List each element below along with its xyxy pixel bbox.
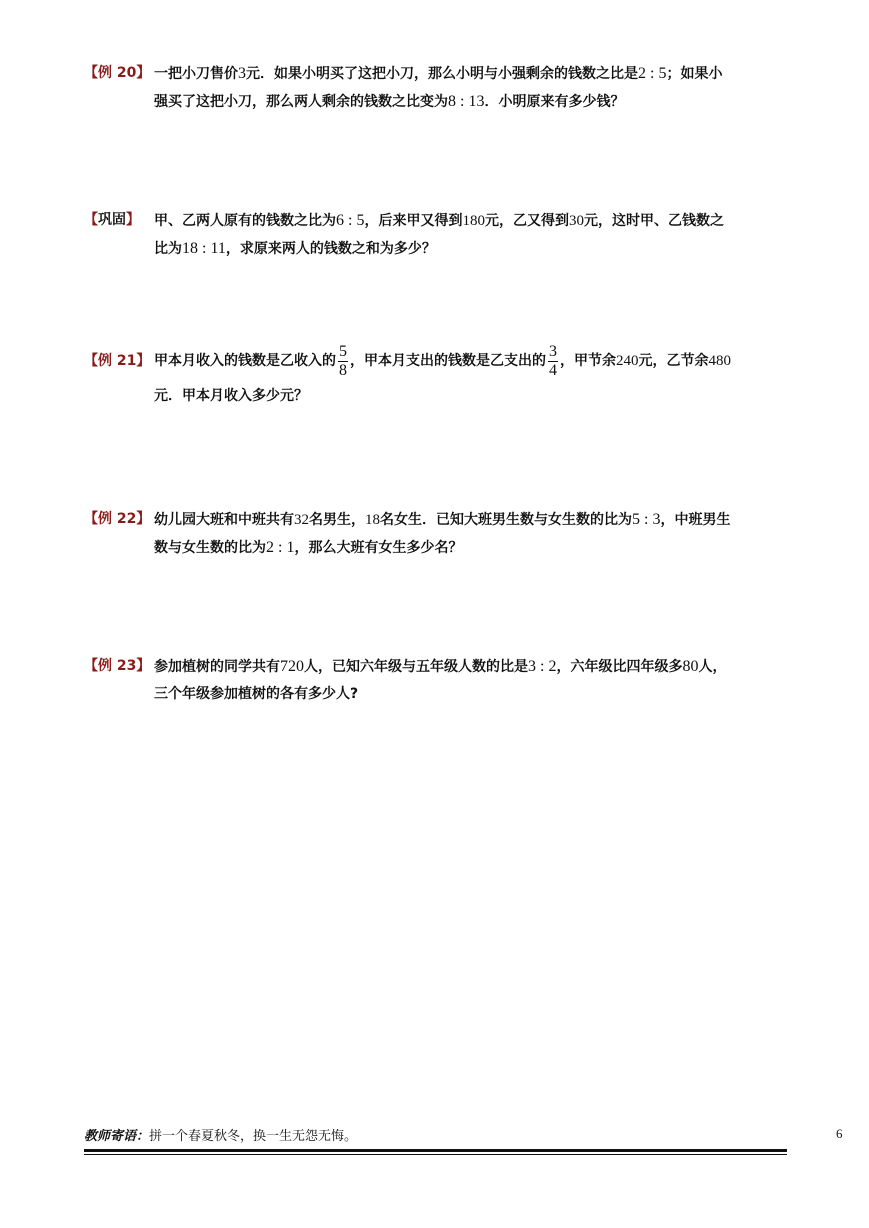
problem-example-23	[84, 653, 790, 708]
footer-rule-thin	[84, 1154, 787, 1155]
page-number: 6	[836, 1126, 843, 1141]
problem-text: 甲、乙两人原有的钱数之比为6 : 5，后来甲又得到180元，乙又得到30元，这时甲、乙钱数之 比为18 : 11，求原来两人的钱数之和为多少？	[154, 212, 724, 257]
problem-tag: 【例 21】	[84, 353, 151, 369]
fraction-five-eighths: $\frac{5}{8}$	[339, 342, 347, 379]
problem-text: 幼儿园大班和中班共有32名男生，18名女生．已知大班男生数与女生数的比为5 : 3，中班男生 数与女生数的比为2 : 1，那么大班有女生多少名？	[154, 511, 731, 556]
problem-text: 参加植树的同学共有720人，已知六年级与五年级人数的比是3 : 2，六年级比四年级多80人， 三个年级参加植树的各有多少人?	[154, 658, 727, 702]
footer-rule-thick	[84, 1149, 787, 1152]
footer-label: 教师寄语：拼一个春夏秋冬，换一生无怨无悔。	[84, 1129, 358, 1144]
problem-example-20	[84, 60, 790, 116]
problem-text: 一把小刀售价3元．如果小明买了这把小刀，那么小明与小强剩余的钱数之比是2 : 5；如果小 强买了这把小刀，那么两人剩余的钱数之比变为8 : 13．小明原来有多少钱？	[154, 65, 723, 110]
problem-tag: 【巩固】	[84, 212, 140, 228]
problem-example-21	[84, 339, 790, 410]
problem-tag: 【例 22】	[84, 511, 151, 527]
problem-tag: 【例 20】	[84, 65, 151, 81]
page-footer	[84, 1125, 787, 1155]
footer-motto: 拼一个春夏秋冬，换一生无怨无悔。	[149, 1129, 358, 1144]
problem-tag: 【例 23】	[84, 658, 151, 674]
problem-consolidation	[84, 207, 790, 263]
problem-text: 甲本月收入的钱数是乙收入的 $\frac{5}{8}$ ，甲本月支出的钱数是乙支出的 $\frac{3}{4}$ ，甲节余240元，乙节余480 元．甲本月收入多少元？	[154, 342, 731, 404]
problem-example-22	[84, 506, 790, 562]
fraction-three-quarters: $\frac{3}{4}$	[549, 342, 557, 379]
